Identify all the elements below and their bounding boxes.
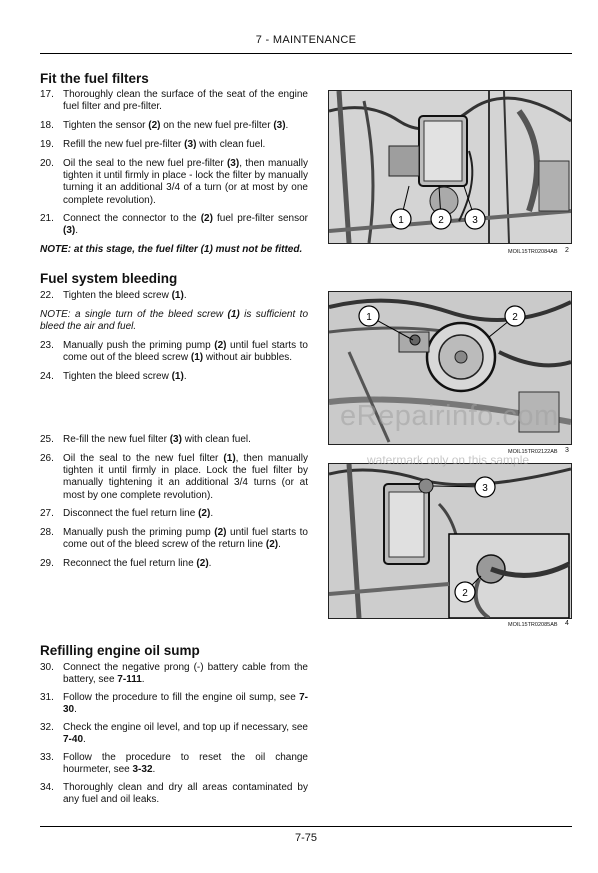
figure-4-number: 4	[565, 620, 569, 627]
step-21: 21. Connect the connector to the (2) fuel pre-filter sensor (3).	[40, 213, 308, 237]
svg-text:3: 3	[482, 483, 488, 494]
svg-text:1: 1	[366, 312, 372, 323]
step-27: 27. Disconnect the fuel return line (2).	[40, 508, 214, 519]
step-20: 20. Oil the seal to the new fuel pre-filter (3), then manually tighten it until firmly in place - lock the filter by manually turning it an additional 3/4 of a turn (or at most by one complete revolution).	[40, 158, 308, 206]
figure-fuel-prefilter	[328, 90, 572, 244]
watermark-sub: watermark only on this sample	[367, 453, 530, 467]
footer-rule	[40, 826, 572, 827]
note-fuel-filter: NOTE: at this stage, the fuel filter (1) must not be fitted.	[40, 244, 303, 255]
svg-text:2: 2	[438, 215, 444, 226]
section-title-refilling-oil-sump: Refilling engine oil sump	[40, 643, 200, 658]
figure-3-callout-2	[505, 306, 525, 326]
page-header	[40, 30, 572, 54]
step-34: 34. Thoroughly clean and dry all areas contaminated by any fuel and oil leaks.	[40, 782, 308, 806]
step-28: 28. Manually push the priming pump (2) until fuel starts to come out of the bleed screw of the return line (2).	[40, 527, 308, 551]
section-title-fuel-system-bleeding: Fuel system bleeding	[40, 271, 178, 286]
svg-text:2: 2	[462, 588, 468, 599]
watermark-main: eRepairinfo.com	[340, 400, 559, 432]
step-22: 22. Tighten the bleed screw (1).	[40, 290, 187, 301]
step-18: 18. Tighten the sensor (2) on the new fuel pre-filter (3).	[40, 120, 289, 131]
svg-text:3: 3	[472, 215, 478, 226]
step-25: 25. Re-fill the new fuel filter (3) with clean fuel.	[40, 434, 251, 445]
step-23: 23. Manually push the priming pump (2) until fuel starts to come out of the bleed screw (1) without air bubbles.	[40, 340, 308, 364]
page-number: 7-75	[294, 832, 318, 844]
section-title-fit-fuel-filters: Fit the fuel filters	[40, 71, 149, 86]
step-29: 29. Reconnect the fuel return line (2).	[40, 558, 212, 569]
svg-text:1: 1	[398, 215, 404, 226]
figure-2-callout-2	[431, 209, 451, 229]
step-17: 17. Thoroughly clean the surface of the seat of the engine fuel filter and pre-filter.	[40, 89, 308, 113]
figure-fuel-return-line	[328, 463, 572, 619]
note-bleed-screw: NOTE: a single turn of the bleed screw (1) is sufficient to bleed the air and fuel.	[40, 309, 308, 333]
figure-2-callout-1	[391, 209, 411, 229]
step-30: 30. Connect the negative prong (-) battery cable from the battery, see 7-111.	[40, 662, 308, 686]
figure-4-caption: MOIL15TR02085AB	[508, 622, 558, 628]
figure-2-caption: MOIL15TR02084AB	[508, 249, 558, 255]
step-19: 19. Refill the new fuel pre-filter (3) with clean fuel.	[40, 139, 266, 150]
svg-text:2: 2	[512, 312, 518, 323]
step-31: 31. Follow the procedure to fill the engine oil sump, see 7-30.	[40, 692, 308, 716]
figure-3-callout-1	[359, 306, 379, 326]
step-26: 26. Oil the seal to the new fuel filter (1), then manually tighten it until firmly in place. Lock the fuel filter by manually tightening it an additional 3/4 turns (or at most by one complete revolution).	[40, 453, 309, 501]
figure-2-number: 2	[565, 247, 569, 254]
figure-3-caption: MOIL15TR02122AB	[508, 449, 558, 455]
figure-3-number: 3	[565, 447, 569, 454]
figure-4-callout-3	[475, 477, 495, 497]
step-24: 24. Tighten the bleed screw (1).	[40, 371, 187, 382]
header-text: 7 - MAINTENANCE	[255, 34, 357, 46]
figure-2-callout-3	[465, 209, 485, 229]
step-33: 33. Follow the procedure to reset the oil change hourmeter, see 3-32.	[40, 752, 308, 776]
step-32: 32. Check the engine oil level, and top up if necessary, see 7-40.	[40, 722, 308, 746]
figure-4-callout-2	[455, 582, 475, 602]
